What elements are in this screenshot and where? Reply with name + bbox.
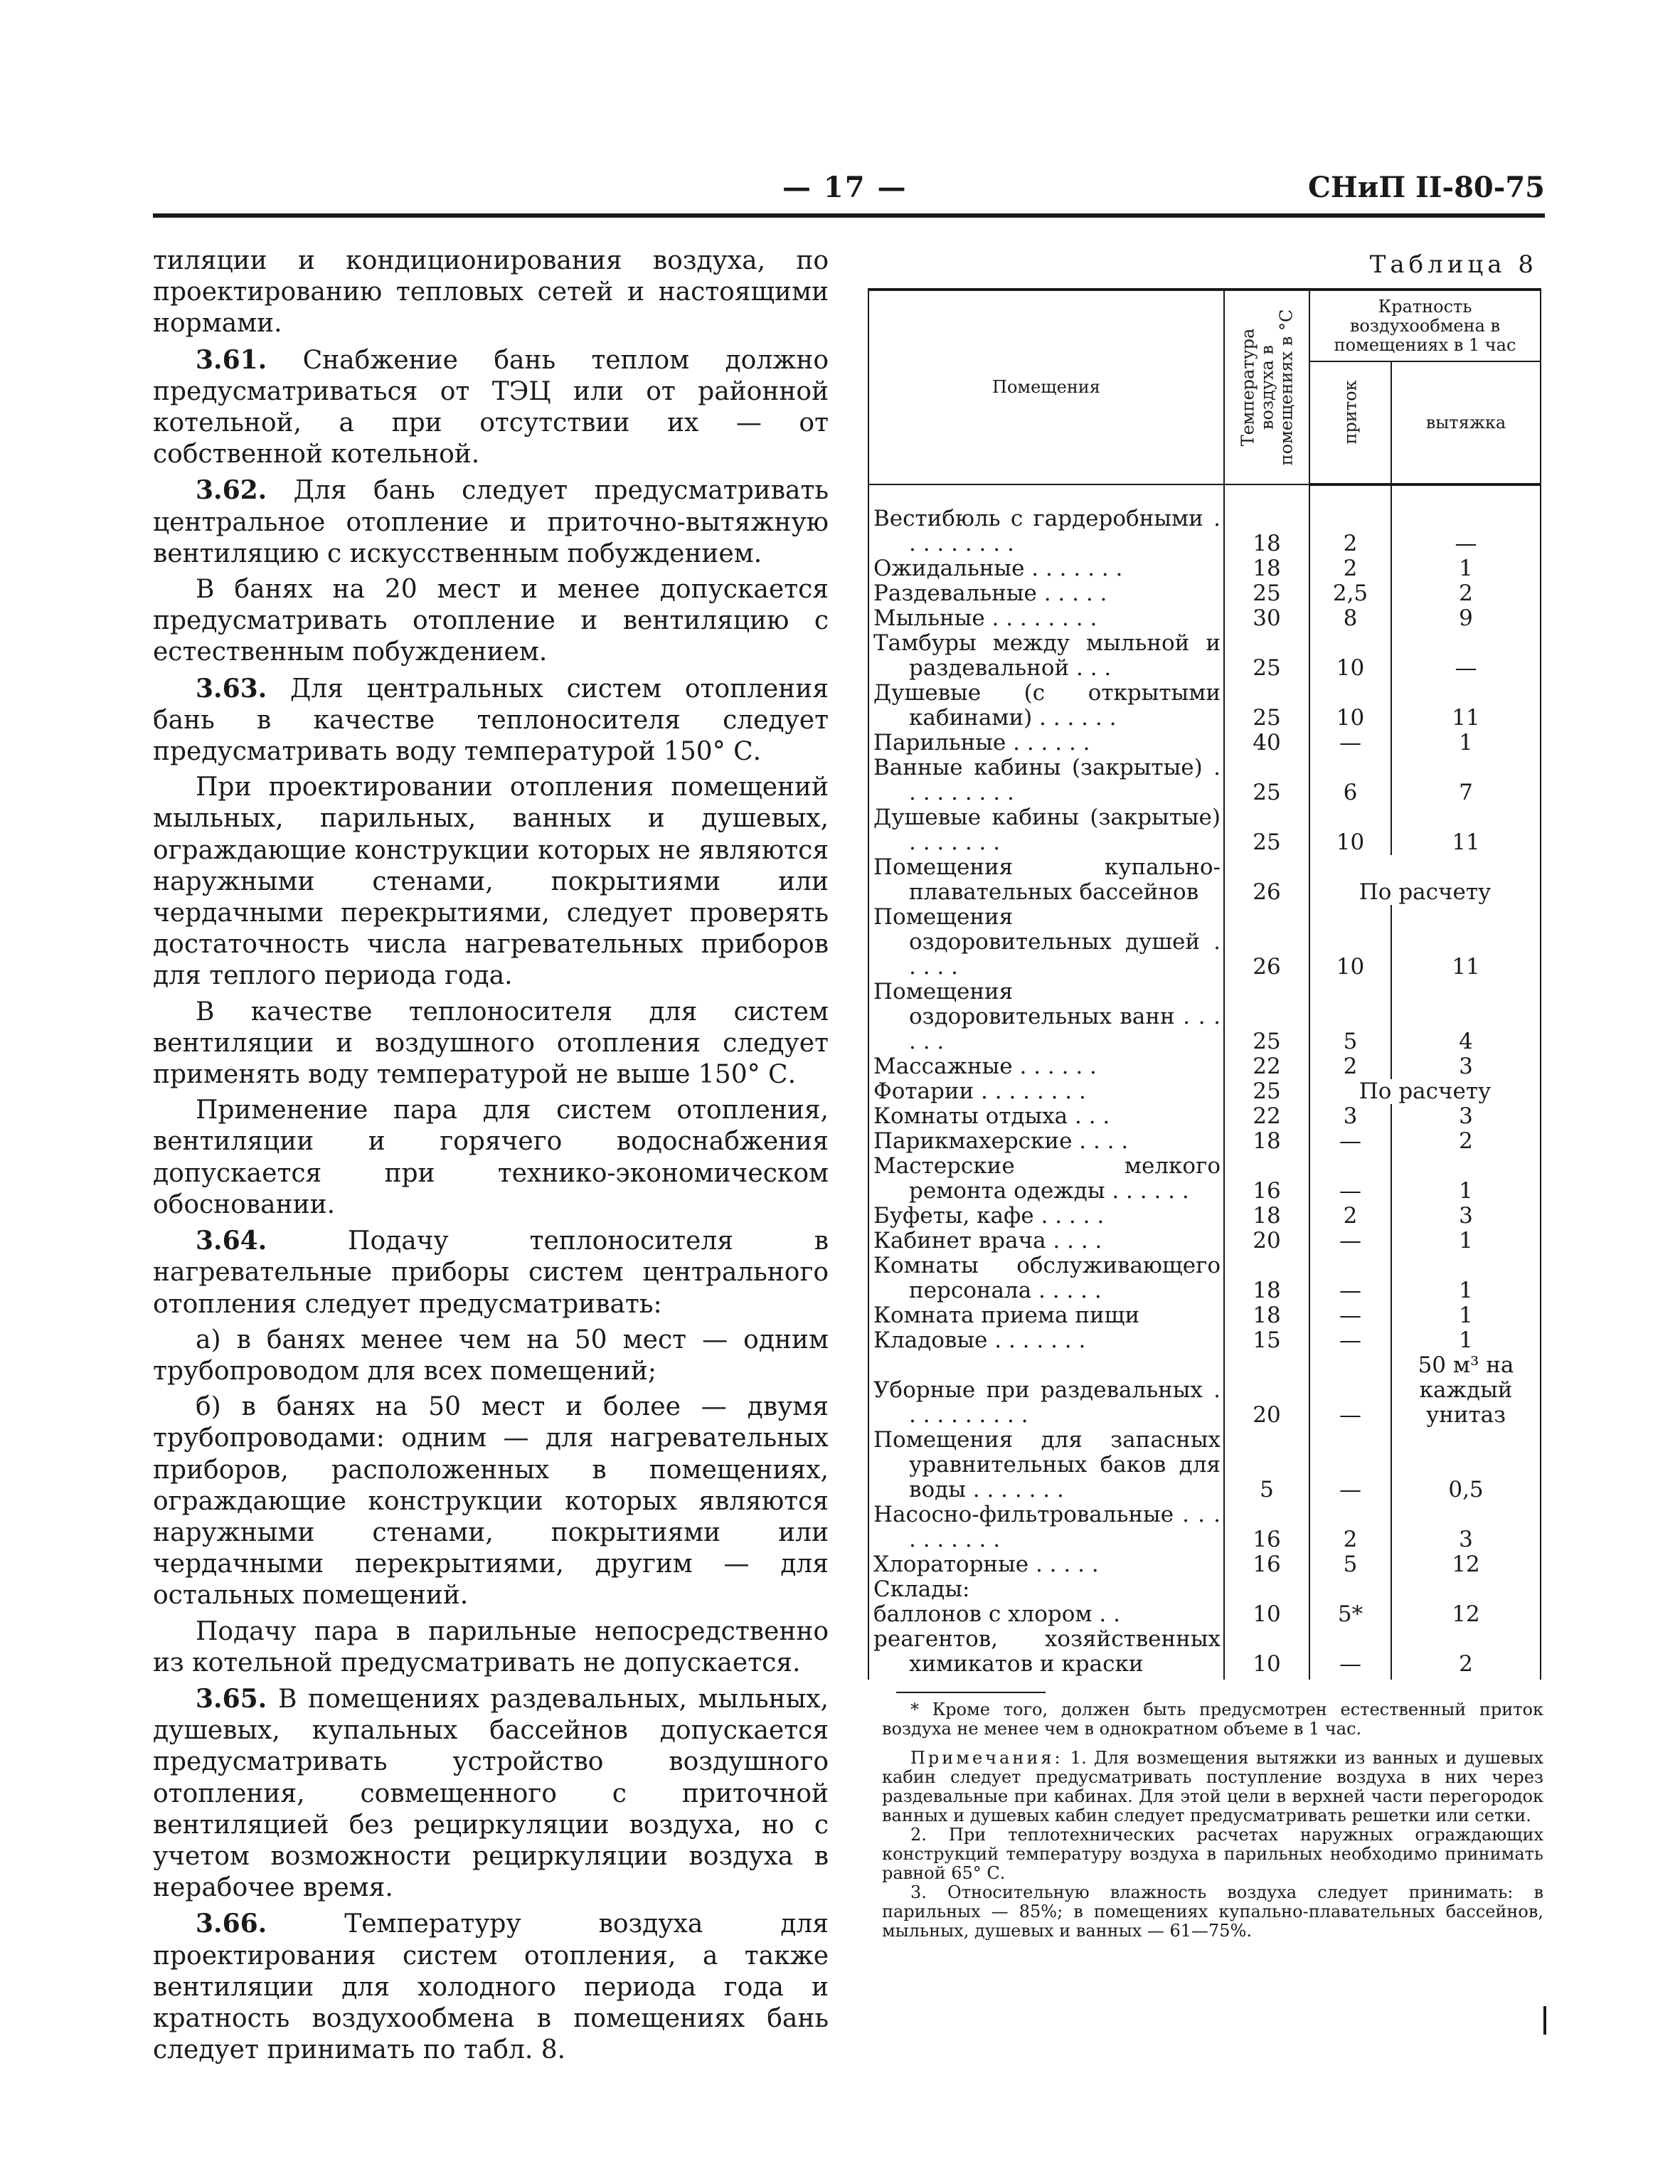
cell-temperature: 25 [1224,980,1309,1054]
cell-exhaust: 2 [1391,1129,1541,1154]
edge-mark [1543,2006,1546,2035]
cell-room-name: Склады: [868,1577,1224,1602]
cell-supply: 5 [1309,1552,1391,1577]
cell-temperature: 16 [1224,1502,1309,1552]
cell-room-name: Буфеты, кафе . . . . . [868,1204,1224,1229]
cell-room-name: реагентов, хозяйственных химикатов и краски [868,1627,1224,1680]
cell-supply: 2 [1309,556,1391,581]
cell-exhaust: 1 [1391,1328,1541,1353]
table-row [868,1303,1541,1328]
cell-supply: — [1309,1129,1391,1154]
table-row [868,1229,1541,1253]
cell-supply: — [1309,1353,1391,1428]
clause-3-61 [153,344,829,471]
cell-room-name: Хлораторные . . . . . [868,1552,1224,1577]
cell-exhaust: 3 [1391,1054,1541,1079]
header-exhaust: вытяжка [1391,361,1541,484]
table-row [868,1328,1541,1353]
clause-number: 3.63. [196,673,267,704]
paragraph: Подачу пара в парильные непосредственно из котельной предусматривать не допускается. [153,1616,829,1677]
header-supply: приток [1309,361,1391,484]
cell-room-name: баллонов с хлором . . [868,1602,1224,1627]
table-row [868,1054,1541,1079]
cell-room-name: Фотарии . . . . . . . . [868,1079,1224,1104]
header-rooms: Помещения [868,290,1224,484]
cell-temperature: 15 [1224,1328,1309,1353]
clause-3-62 [153,475,829,570]
cell-supply: — [1309,1328,1391,1353]
table-row [868,631,1541,681]
cell-room-name: Помещения оздоровительных душей . . . . . [868,905,1224,980]
clause-number: 3.66. [196,1909,267,1939]
cell-temperature: 16 [1224,1154,1309,1204]
clause-number: 3.61. [196,344,267,375]
cell-supply: — [1309,1303,1391,1328]
clause-3-63 [153,673,829,768]
table-row [868,1627,1541,1680]
cell-supply: 2 [1309,484,1391,556]
cell-supply: — [1309,731,1391,756]
list-item-b: б) в банях на 50 мест и более — двумя трубопроводами: одним — для нагревательных приборов, расположенных в помещениях, ограждающие конструкции которых являются наружными стенами, покрытиями или чердачными перекрытиями, другим — для остальных помещений. [153,1392,829,1611]
paragraph: При проектировании отопления помещений мыльных, парильных, ванных и душевых, ограждающие конструкции которых не являются наружными стенами, покрытиями или чердачными перекрытиями, следует проверять достаточность числа нагревательных приборов для теплого периода года. [153,773,829,991]
footnote-rule [896,1692,1046,1693]
cell-temperature: 25 [1224,756,1309,805]
cell-by-calculation: По расчету [1309,1079,1541,1104]
table-row [868,805,1541,855]
header-temperature: Температура воздуха в помещениях в °С [1224,290,1309,484]
table-row [868,1253,1541,1303]
table-row [868,1602,1541,1627]
cell-supply: 8 [1309,606,1391,631]
cell-temperature: 25 [1224,631,1309,681]
cell-exhaust [1391,1577,1541,1602]
cell-temperature: 20 [1224,1353,1309,1428]
paragraph: Применение пара для систем отопления, вентиляции и горячего водоснабжения допускается при технико-экономическом обосновании. [153,1096,829,1219]
note-1-text: 1. Для возмещения вытяжки из ванных и душевых кабин следует предусматривать поступление воздуха в них через раздевальные при кабинах. Для этой цели в верхней части перегородок ванных и душевых кабин следует предусматривать решетки или сетки. [882,1748,1543,1825]
cell-exhaust: 11 [1391,681,1541,731]
cell-exhaust: 9 [1391,606,1541,631]
clause-3-64 [153,1225,829,1320]
cell-supply: — [1309,1428,1391,1502]
cell-temperature: 18 [1224,1204,1309,1229]
cell-room-name: Тамбуры между мыльной и раздевальной . . . [868,631,1224,681]
cell-exhaust: 12 [1391,1602,1541,1627]
cell-room-name: Душевые кабины (закрытые) . . . . . . . [868,805,1224,855]
cell-exhaust: 3 [1391,1204,1541,1229]
clause-text: В помещениях раздевальных, мыльных, душевых, купальных бассейнов допускается предусматривать устройство воздушного отопления, совмещенного с приточной вентиляцией без рециркуляции воздуха, но с учетом возможности рециркуляции воздуха в нерабочее время. [153,1684,829,1903]
notes-label: Примечания: [910,1748,1063,1768]
cell-exhaust: 3 [1391,1502,1541,1552]
cell-exhaust: 1 [1391,1253,1541,1303]
clause-text: Температуру воздуха для проектирования систем отопления, а также вентиляции для холодного периода года и кратность воздухообмена в помещениях бань следует принимать по табл. 8. [153,1909,829,2065]
table-row [868,606,1541,631]
cell-room-name: Помещения для запасных уравнительных баков для воды . . . . . . . [868,1428,1224,1502]
paragraph: В качестве теплоносителя для систем вентиляции и воздушного отопления следует применять воду температурой не выше 150° С. [153,997,829,1090]
cell-room-name: Насосно-фильтровальные . . . . . . . . . . [868,1502,1224,1552]
body-text-column [153,245,829,2070]
cell-temperature [1224,1577,1309,1602]
cell-exhaust: 1 [1391,1154,1541,1204]
cell-temperature: 18 [1224,556,1309,581]
cell-temperature: 22 [1224,1054,1309,1079]
table-row [868,731,1541,756]
cell-exhaust: 11 [1391,805,1541,855]
cell-exhaust: 1 [1391,1303,1541,1328]
header-rule [153,213,1545,218]
cell-supply: 2,5 [1309,581,1391,606]
cell-temperature: 10 [1224,1627,1309,1680]
cell-exhaust: 12 [1391,1552,1541,1577]
cell-room-name: Комната приема пищи [868,1303,1224,1328]
cell-supply: — [1309,1627,1391,1680]
cell-room-name: Парикмахерские . . . . [868,1129,1224,1154]
table-row [868,681,1541,731]
cell-supply: 2 [1309,1204,1391,1229]
cell-temperature: 16 [1224,1552,1309,1577]
cell-supply: 5 [1309,980,1391,1054]
table-row [868,1577,1541,1602]
clause-text: Для центральных систем отопления бань в качестве теплоносителя следует предусматривать воду температурой 150° С. [153,674,829,767]
cell-room-name: Мыльные . . . . . . . . [868,606,1224,631]
cell-exhaust: 1 [1391,731,1541,756]
table-row [868,1502,1541,1552]
cell-room-name: Помещения оздоровительных ванн . . . . . . [868,980,1224,1054]
document-code: СНиП II-80-75 [1308,171,1545,204]
table-row [868,855,1541,905]
cell-room-name: Парильные . . . . . . [868,731,1224,756]
clause-number: 3.62. [196,475,267,506]
cell-temperature: 10 [1224,1602,1309,1627]
cell-exhaust: 7 [1391,756,1541,805]
table-row [868,980,1541,1054]
cell-temperature: 25 [1224,805,1309,855]
cell-exhaust: 11 [1391,905,1541,980]
cell-supply: 2 [1309,1502,1391,1552]
cell-supply: — [1309,1154,1391,1204]
cell-temperature: 40 [1224,731,1309,756]
cell-temperature: 18 [1224,1253,1309,1303]
table-row [868,905,1541,980]
cell-supply [1309,1577,1391,1602]
table-row [868,1079,1541,1104]
cell-supply: 10 [1309,905,1391,980]
air-exchange-table [868,288,1541,1680]
list-item-a: а) в банях менее чем на 50 мест — одним трубопроводом для всех помещений; [153,1325,829,1386]
clause-text: Подачу теплоносителя в нагревательные приборы систем центрального отопления следует предусматривать: [153,1226,829,1319]
footnote: * Кроме того, должен быть предусмотрен естественный приток воздуха не менее чем в однократном объеме в 1 час. [882,1700,1543,1739]
cell-temperature: 26 [1224,855,1309,905]
cell-supply: — [1309,1253,1391,1303]
clause-3-65 [153,1683,829,1904]
cell-supply: 10 [1309,805,1391,855]
cell-temperature: 22 [1224,1104,1309,1129]
cell-exhaust: 0,5 [1391,1428,1541,1502]
table-notes [882,1692,1543,1941]
clause-number: 3.64. [196,1226,267,1256]
cell-room-name: Кладовые . . . . . . . [868,1328,1224,1353]
cell-temperature: 20 [1224,1229,1309,1253]
table-body [868,484,1541,1680]
clause-3-66 [153,1908,829,2066]
cell-exhaust: 50 м³ на каждый унитаз [1391,1353,1541,1428]
cell-supply: 5* [1309,1602,1391,1627]
cell-room-name: Кабинет врача . . . . [868,1229,1224,1253]
cell-temperature: 25 [1224,581,1309,606]
cell-exhaust: 1 [1391,1229,1541,1253]
cell-supply: 3 [1309,1104,1391,1129]
table-row [868,556,1541,581]
cell-by-calculation: По расчету [1309,855,1541,905]
cell-room-name: Мастерские мелкого ремонта одежды . . . . . . [868,1154,1224,1204]
clause-number: 3.65. [196,1683,267,1714]
cell-temperature: 18 [1224,1129,1309,1154]
clause-text: Для бань следует предусматривать центральное отопление и приточно-вытяжную вентиляцию с искусственным побуждением. [153,476,829,568]
cell-room-name: Вестибюль с гардеробными . . . . . . . . . [868,484,1224,556]
cell-room-name: Ожидальные . . . . . . . [868,556,1224,581]
table-row [868,756,1541,805]
cell-supply: 2 [1309,1054,1391,1079]
cell-room-name: Раздевальные . . . . . [868,581,1224,606]
note-1 [882,1749,1543,1825]
cell-exhaust: 2 [1391,581,1541,606]
cell-exhaust: 4 [1391,980,1541,1054]
table-row [868,1552,1541,1577]
table-caption: Таблица 8 [1369,250,1538,279]
cell-temperature: 25 [1224,1079,1309,1104]
paragraph: В банях на 20 мест и менее допускается предусматривать отопление и вентиляцию с естественным побуждением. [153,575,829,667]
cell-room-name: Уборные при раздевальных . . . . . . . . . . [868,1353,1224,1428]
paragraph: тиляции и кондиционирования воздуха, по проектированию тепловых сетей и настоящими нормами. [153,246,829,339]
table-row [868,581,1541,606]
table-row [868,1428,1541,1502]
cell-room-name: Помещения купально-плавательных бассейнов [868,855,1224,905]
cell-room-name: Комнаты отдыха . . . [868,1104,1224,1129]
note-2: 2. При теплотехнических расчетах наружных ограждающих конструкций температуру воздуха в парильных необходимо принимать равной 65° С. [882,1825,1543,1883]
cell-room-name: Комнаты обслуживающего персонала . . . . . [868,1253,1224,1303]
cell-temperature: 5 [1224,1428,1309,1502]
cell-temperature: 30 [1224,606,1309,631]
cell-temperature: 18 [1224,484,1309,556]
cell-supply: 6 [1309,756,1391,805]
cell-room-name: Массажные . . . . . . [868,1054,1224,1079]
cell-exhaust: 1 [1391,556,1541,581]
table-row [868,1353,1541,1428]
table-row [868,1204,1541,1229]
cell-supply: 10 [1309,681,1391,731]
table-row [868,1154,1541,1204]
cell-exhaust: 3 [1391,1104,1541,1129]
cell-room-name: Душевые (с открытыми кабинами) . . . . . . [868,681,1224,731]
cell-supply: — [1309,1229,1391,1253]
cell-temperature: 26 [1224,905,1309,980]
cell-exhaust: — [1391,484,1541,556]
cell-supply: 10 [1309,631,1391,681]
page-number: — 17 — [782,171,908,204]
cell-room-name: Ванные кабины (закрытые) . . . . . . . . . [868,756,1224,805]
table-row [868,1104,1541,1129]
note-3: 3. Относительную влажность воздуха следует принимать: в парильных — 85%; в помещениях купально-плавательных бассейнов, мыльных, душевых и ванных — 61—75%. [882,1882,1543,1941]
cell-exhaust: 2 [1391,1627,1541,1680]
table-row [868,484,1541,556]
table-row [868,1129,1541,1154]
cell-exhaust: — [1391,631,1541,681]
cell-temperature: 18 [1224,1303,1309,1328]
cell-temperature: 25 [1224,681,1309,731]
clause-text: Снабжение бань теплом должно предусматриваться от ТЭЦ или от районной котельной, а при отсутствии их — от собственной котельной. [153,345,829,470]
header-air-exchange: Кратность воздухообмена в помещениях в 1 час [1309,290,1541,361]
